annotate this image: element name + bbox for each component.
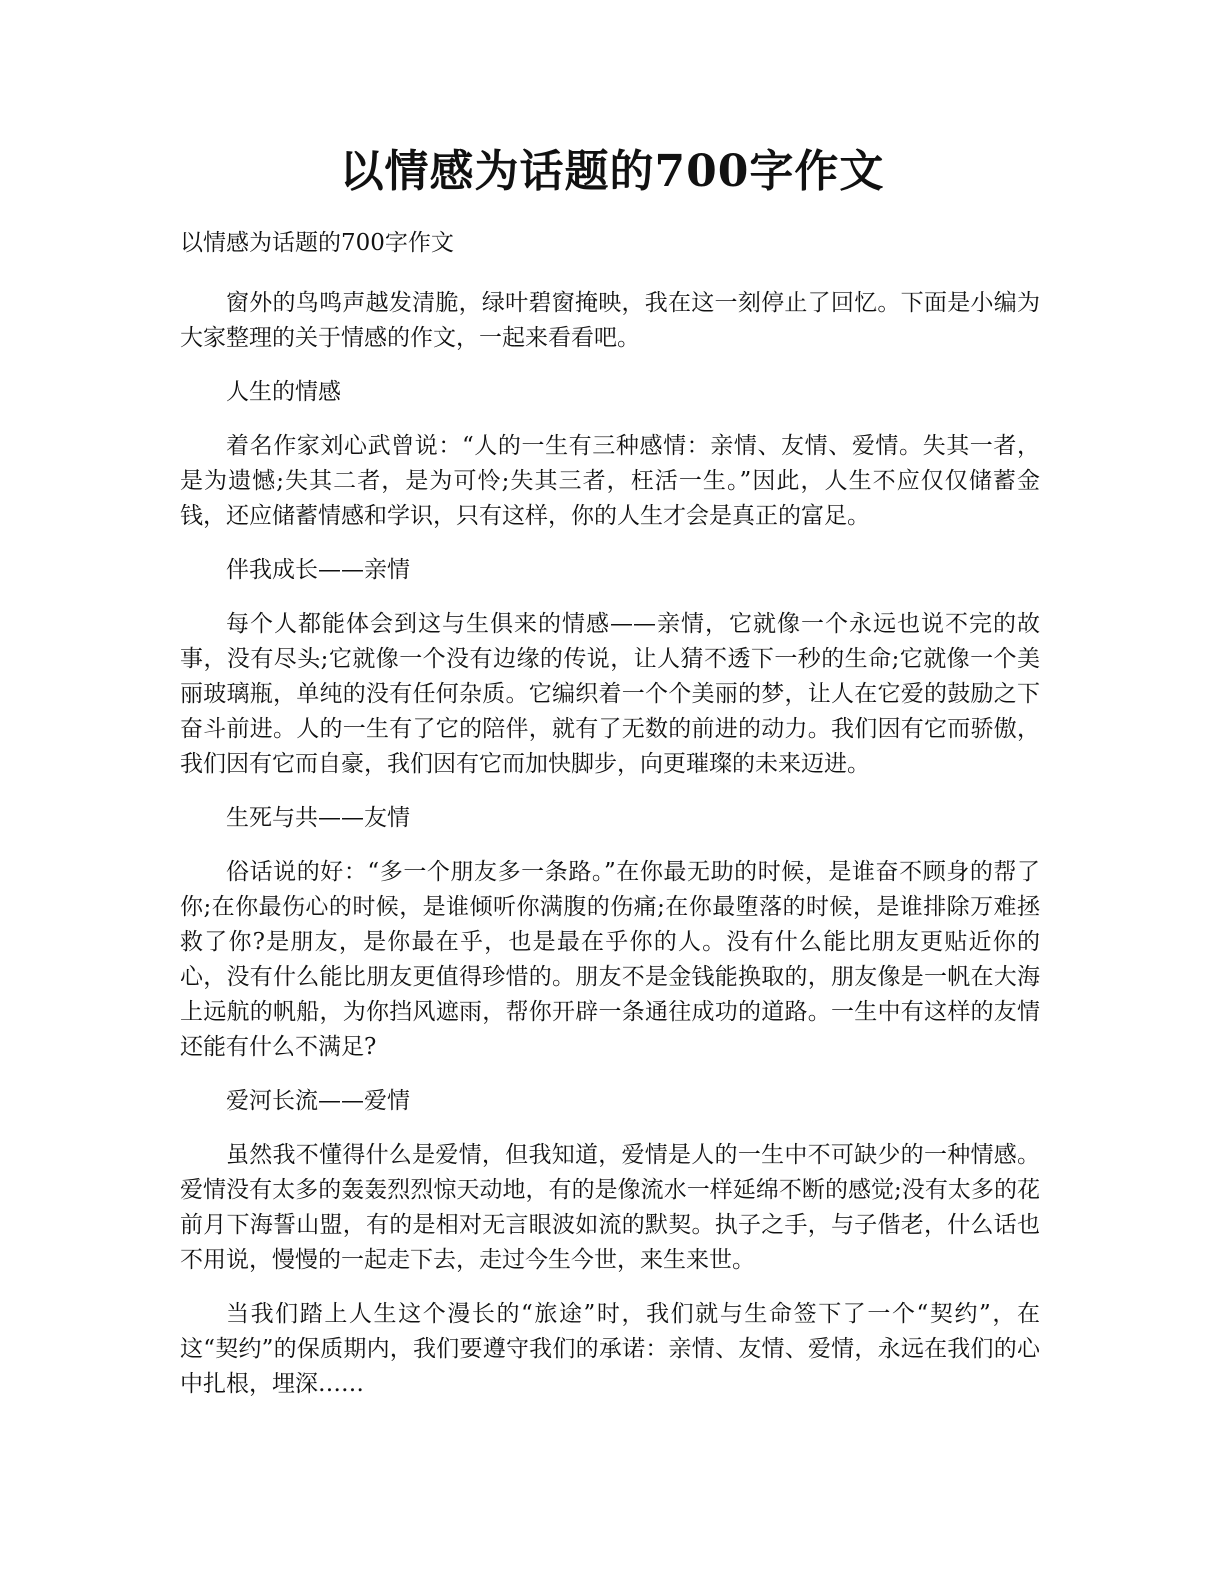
quote-paragraph: 着名作家刘心武曾说：“人的一生有三种感情：亲情、友情、爱情。失其一者，是为遗憾;失其二者，是为可怜;失其三者，枉活一生。”因此，人生不应仅仅储蓄金钱，还应储蓄情感和学识，只有这样，你的人生才会是真正的富足。 — [180, 433, 1040, 529]
section-heading-love: 爱河长流——爱情 — [226, 1088, 410, 1114]
conclusion-paragraph: 当我们踏上人生这个漫长的“旅途”时，我们就与生命签下了一个“契约”，在这“契约”的保质期内，我们要遵守我们的承诺：亲情、友情、爱情，永远在我们的心中扎根，埋深…… — [180, 1301, 1040, 1397]
intro-paragraph: 窗外的鸟鸣声越发清脆，绿叶碧窗掩映，我在这一刻停止了回忆。下面是小编为大家整理的关于情感的作文，一起来看看吧。 — [180, 290, 1040, 351]
section-heading-friendship: 生死与共——友情 — [226, 805, 410, 831]
document-body — [180, 226, 1040, 1421]
page-title: 以情感为话题的700字作文 — [339, 146, 885, 197]
love-paragraph: 虽然我不懂得什么是爱情，但我知道，爱情是人的一生中不可缺少的一种情感。爱情没有太多的轰轰烈烈惊天动地，有的是像流水一样延绵不断的感觉;没有太多的花前月下海誓山盟，有的是相对无言眼波如流的默契。执子之手，与子偕老，什么话也不用说，慢慢的一起走下去，走过今生今世，来生来世。 — [180, 1142, 1040, 1273]
document-subtitle: 以情感为话题的700字作文 — [180, 230, 454, 256]
section-heading-life-emotion: 人生的情感 — [226, 379, 341, 405]
family-paragraph: 每个人都能体会到这与生俱来的情感——亲情，它就像一个永远也说不完的故事，没有尽头;它就像一个没有边缘的传说，让人猜不透下一秒的生命;它就像一个美丽玻璃瓶，单纯的没有任何杂质。它编织着一个个美丽的梦，让人在它爱的鼓励之下奋斗前进。人的一生有了它的陪伴，就有了无数的前进的动力。我们因有它而骄傲，我们因有它而自豪，我们因有它而加快脚步，向更璀璨的未来迈进。 — [180, 611, 1040, 777]
friendship-paragraph: 俗话说的好：“多一个朋友多一条路。”在你最无助的时候，是谁奋不顾身的帮了你;在你最伤心的时候，是谁倾听你满腹的伤痛;在你最堕落的时候，是谁排除万难拯救了你?是朋友，是你最在乎，也是最在乎你的人。没有什么能比朋友更贴近你的心，没有什么能比朋友更值得珍惜的。朋友不是金钱能换取的，朋友像是一帆在大海上远航的帆船，为你挡风遮雨，帮你开辟一条通往成功的道路。一生中有这样的友情还能有什么不满足? — [180, 859, 1040, 1060]
section-heading-family: 伴我成长——亲情 — [226, 557, 410, 583]
